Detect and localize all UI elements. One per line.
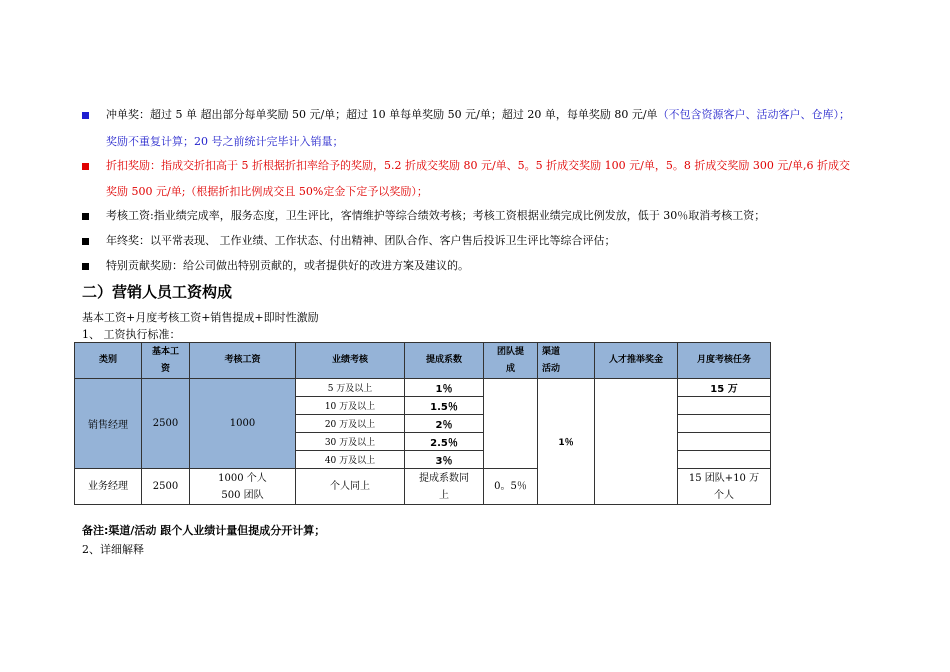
tier-rate: 2.5％ bbox=[405, 433, 484, 451]
standard-title: 1、 工资执行标准： bbox=[82, 328, 181, 341]
header-performance: 业绩考核 bbox=[296, 343, 405, 379]
header-monthly-task: 月度考核任务 bbox=[678, 343, 771, 379]
black-square-bullet-icon bbox=[82, 238, 89, 245]
bullet-3-line-1: 考核工资:指业绩完成率，服务态度，卫生评比，客情维护等综合绩效考核；考核工资根据业绩完成比例发放，低于 30％取消考核工资； bbox=[106, 209, 766, 222]
business-manager-task: 15 团队+10 万 个人 bbox=[678, 469, 771, 505]
salary-formula: 基本工资+月度考核工资+销售提成+即时性激励 bbox=[82, 311, 319, 324]
bullet-2-line-1: 折扣奖励：指成交折扣高于 5 折根据折扣率给予的奖励，5.2 折成交奖励 80 元/单、5。5 折成交奖励 100 元/单，5。8 折成交奖励 300 元/单,6 折成交 bbox=[106, 159, 851, 172]
bullet-2-line-2: 奖励 500 元/单;（根据折扣比例成交且 50%定金下定予以奖励）； bbox=[106, 185, 428, 198]
tier-rate: 1.5％ bbox=[405, 397, 484, 415]
red-square-bullet-icon bbox=[82, 163, 89, 170]
tier-rate: 3％ bbox=[405, 451, 484, 469]
detail-title: 2、详细解释 bbox=[82, 543, 144, 556]
business-manager-base: 2500 bbox=[142, 469, 190, 505]
black-square-bullet-icon bbox=[82, 263, 89, 270]
bullet-4-line-1: 年终奖：以平常表现、 工作业绩、工作状态、付出精神、团队合作、客户售后投诉卫生评比等综合评估； bbox=[106, 234, 616, 247]
sales-manager-assess: 1000 bbox=[190, 379, 296, 469]
sales-manager-label: 销售经理 bbox=[75, 379, 142, 469]
tier-task bbox=[678, 397, 771, 415]
business-manager-commission: 提成系数同 上 bbox=[405, 469, 484, 505]
tier-task bbox=[678, 415, 771, 433]
header-base-salary: 基本工 资 bbox=[142, 343, 190, 379]
sales-manager-base: 2500 bbox=[142, 379, 190, 469]
talent-bonus-empty bbox=[595, 379, 678, 505]
header-team-commission: 团队提 成 bbox=[484, 343, 538, 379]
salary-table bbox=[74, 342, 771, 505]
black-square-bullet-icon bbox=[82, 213, 89, 220]
team-commission-empty bbox=[484, 379, 538, 469]
table-header-row bbox=[75, 343, 771, 379]
tier-performance: 10 万及以上 bbox=[296, 397, 405, 415]
channel-activity-rate: 1％ bbox=[538, 379, 595, 505]
tier-performance: 5 万及以上 bbox=[296, 379, 405, 397]
tier-task bbox=[678, 451, 771, 469]
business-manager-team: 0。5％ bbox=[484, 469, 538, 505]
bullet-5-line-1: 特别贡献奖励：给公司做出特别贡献的，或者提供好的改进方案及建议的。 bbox=[106, 259, 469, 272]
tier-performance: 30 万及以上 bbox=[296, 433, 405, 451]
tier-rate: 2％ bbox=[405, 415, 484, 433]
section-heading: 二）营销人员工资构成 bbox=[82, 283, 233, 301]
tier-performance: 20 万及以上 bbox=[296, 415, 405, 433]
bullet-1-line-2: 奖励不重复计算；20 号之前统计完毕计入销量； bbox=[106, 135, 344, 148]
header-assessment-salary: 考核工资 bbox=[190, 343, 296, 379]
tier-performance: 40 万及以上 bbox=[296, 451, 405, 469]
header-category: 类别 bbox=[75, 343, 142, 379]
table-row bbox=[75, 379, 771, 397]
header-commission: 提成系数 bbox=[405, 343, 484, 379]
tier-task bbox=[678, 433, 771, 451]
business-manager-performance: 个人同上 bbox=[296, 469, 405, 505]
business-manager-assess: 1000 个人 500 团队 bbox=[190, 469, 296, 505]
business-manager-label: 业务经理 bbox=[75, 469, 142, 505]
blue-square-bullet-icon bbox=[82, 112, 89, 119]
header-talent-bonus: 人才推举奖金 bbox=[595, 343, 678, 379]
tier-rate: 1％ bbox=[405, 379, 484, 397]
header-channel-activity: 渠道 活动 bbox=[538, 343, 595, 379]
table-note: 备注:渠道/活动 跟个人业绩计量但提成分开计算； bbox=[82, 524, 326, 537]
tier-task: 15 万 bbox=[678, 379, 771, 397]
bullet-1-line-1: 冲单奖：超过 5 单 超出部分每单奖励 50 元/单；超过 10 单每单奖励 50 元/单；超过 20 单，每单奖励 80 元/单（不包含资源客户、活动客户、仓库）； bbox=[106, 108, 851, 121]
